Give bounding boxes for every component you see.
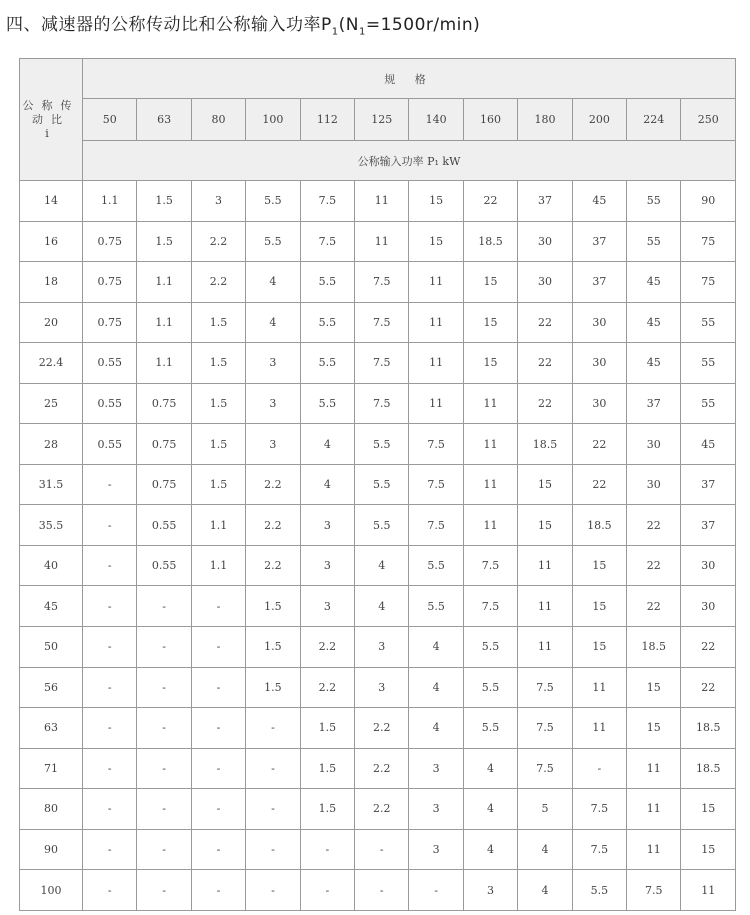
power-cell: - xyxy=(409,870,463,911)
table-row xyxy=(20,708,736,749)
power-cell: 5.5 xyxy=(300,262,354,303)
power-cell: 3 xyxy=(300,505,354,546)
power-cell: - xyxy=(83,829,137,870)
power-cell: 2.2 xyxy=(191,221,245,262)
power-cell: 45 xyxy=(681,424,736,465)
power-cell: 0.55 xyxy=(137,545,191,586)
power-cell: 4 xyxy=(246,302,300,343)
power-cell: 3 xyxy=(463,870,517,911)
power-cell: 3 xyxy=(246,383,300,424)
power-cell: 7.5 xyxy=(300,181,354,222)
power-cell: 22 xyxy=(572,424,626,465)
ratio-cell: 63 xyxy=(20,708,83,749)
power-cell: 15 xyxy=(681,829,736,870)
power-cell: 11 xyxy=(409,262,463,303)
power-cell: 11 xyxy=(409,343,463,384)
power-cell: - xyxy=(137,748,191,789)
power-cell: - xyxy=(137,789,191,830)
power-cell: - xyxy=(83,748,137,789)
ratio-cell: 100 xyxy=(20,870,83,911)
power-cell: 5.5 xyxy=(355,424,409,465)
power-cell: 7.5 xyxy=(409,464,463,505)
power-cell: 1.1 xyxy=(137,302,191,343)
power-cell: 7.5 xyxy=(355,383,409,424)
power-cell: 37 xyxy=(572,262,626,303)
power-cell: 4 xyxy=(300,464,354,505)
power-cell: - xyxy=(191,667,245,708)
power-cell: 30 xyxy=(681,545,736,586)
power-cell: 0.75 xyxy=(83,302,137,343)
power-cell: 5.5 xyxy=(409,545,463,586)
power-cell: 7.5 xyxy=(518,667,572,708)
power-cell: 1.5 xyxy=(300,708,354,749)
power-cell: 7.5 xyxy=(627,870,681,911)
power-cell: 2.2 xyxy=(300,627,354,668)
table-row xyxy=(20,262,736,303)
size-header-cell: 112 xyxy=(300,99,354,141)
power-cell: - xyxy=(191,708,245,749)
power-cell: - xyxy=(83,667,137,708)
power-cell: 2.2 xyxy=(246,505,300,546)
power-cell: 15 xyxy=(572,627,626,668)
power-cell: 5.5 xyxy=(300,302,354,343)
power-cell: 15 xyxy=(572,545,626,586)
ratio-header-line-1: 公称传 xyxy=(22,98,80,112)
power-cell: 11 xyxy=(518,586,572,627)
power-cell: 7.5 xyxy=(300,221,354,262)
power-cell: 7.5 xyxy=(463,586,517,627)
power-cell: 11 xyxy=(463,424,517,465)
power-cell: - xyxy=(83,586,137,627)
power-cell: 4 xyxy=(463,829,517,870)
power-cell: - xyxy=(246,789,300,830)
power-cell: 3 xyxy=(355,627,409,668)
ratio-cell: 28 xyxy=(20,424,83,465)
ratio-cell: 56 xyxy=(20,667,83,708)
ratio-header xyxy=(20,59,83,181)
power-cell: - xyxy=(246,870,300,911)
power-cell: 4 xyxy=(355,545,409,586)
size-header-cell: 50 xyxy=(83,99,137,141)
table-row xyxy=(20,343,736,384)
power-header: 公称输入功率 P₁ kW xyxy=(83,141,736,181)
title-subscript-p: 1 xyxy=(331,26,339,38)
power-cell: - xyxy=(191,748,245,789)
power-cell: 1.1 xyxy=(137,343,191,384)
power-cell: 37 xyxy=(518,181,572,222)
power-cell: 1.5 xyxy=(246,627,300,668)
power-cell: 4 xyxy=(409,708,463,749)
power-cell: 37 xyxy=(681,505,736,546)
power-cell: 55 xyxy=(681,383,736,424)
table-row xyxy=(20,667,736,708)
page-title xyxy=(6,10,480,37)
power-cell: 3 xyxy=(300,545,354,586)
power-cell: 3 xyxy=(409,829,463,870)
power-cell: 11 xyxy=(627,789,681,830)
table-row xyxy=(20,302,736,343)
gauge-header: 规 格 xyxy=(83,59,736,99)
power-cell: 5.5 xyxy=(463,708,517,749)
power-cell: - xyxy=(137,708,191,749)
power-cell: - xyxy=(137,667,191,708)
size-header-cell: 200 xyxy=(572,99,626,141)
ratio-cell: 14 xyxy=(20,181,83,222)
power-cell: 1.5 xyxy=(246,586,300,627)
power-cell: 1.5 xyxy=(137,221,191,262)
power-cell: 15 xyxy=(463,262,517,303)
power-cell: 4 xyxy=(409,667,463,708)
power-cell: - xyxy=(83,708,137,749)
power-cell: 3 xyxy=(300,586,354,627)
power-cell: 0.55 xyxy=(137,505,191,546)
power-cell: 37 xyxy=(681,464,736,505)
power-cell: - xyxy=(246,829,300,870)
ratio-cell: 16 xyxy=(20,221,83,262)
power-cell: 1.5 xyxy=(300,748,354,789)
table-row xyxy=(20,464,736,505)
power-cell: 15 xyxy=(627,708,681,749)
power-cell: 5 xyxy=(518,789,572,830)
size-header-row xyxy=(20,99,736,141)
ratio-cell: 22.4 xyxy=(20,343,83,384)
power-cell: 11 xyxy=(463,383,517,424)
power-cell: - xyxy=(191,586,245,627)
power-cell: 30 xyxy=(627,464,681,505)
power-cell: 11 xyxy=(409,383,463,424)
size-header-cell: 160 xyxy=(463,99,517,141)
power-cell: 30 xyxy=(681,586,736,627)
power-cell: 7.5 xyxy=(572,829,626,870)
power-cell: 22 xyxy=(681,667,736,708)
power-cell: 7.5 xyxy=(355,262,409,303)
power-cell: 55 xyxy=(627,181,681,222)
power-cell: 1.5 xyxy=(300,789,354,830)
power-cell: 75 xyxy=(681,262,736,303)
power-cell: 4 xyxy=(463,748,517,789)
title-middle: (N xyxy=(338,15,359,35)
ratio-cell: 25 xyxy=(20,383,83,424)
ratio-cell: 71 xyxy=(20,748,83,789)
power-cell: 0.55 xyxy=(83,343,137,384)
ratio-power-table xyxy=(19,58,736,911)
ratio-cell: 45 xyxy=(20,586,83,627)
power-cell: 3 xyxy=(409,789,463,830)
power-cell: 4 xyxy=(463,789,517,830)
power-cell: 5.5 xyxy=(300,343,354,384)
power-cell: - xyxy=(191,789,245,830)
power-cell: 22 xyxy=(572,464,626,505)
table-row xyxy=(20,870,736,911)
power-cell: 37 xyxy=(572,221,626,262)
power-cell: 2.2 xyxy=(355,789,409,830)
power-cell: 55 xyxy=(681,343,736,384)
power-cell: 2.2 xyxy=(355,748,409,789)
power-cell: 5.5 xyxy=(246,181,300,222)
power-cell: - xyxy=(246,708,300,749)
power-cell: 22 xyxy=(627,586,681,627)
power-cell: 4 xyxy=(246,262,300,303)
power-cell: 2.2 xyxy=(246,464,300,505)
power-cell: 7.5 xyxy=(355,343,409,384)
power-cell: 22 xyxy=(627,505,681,546)
power-cell: 18.5 xyxy=(518,424,572,465)
power-cell: 0.75 xyxy=(83,262,137,303)
power-cell: - xyxy=(83,789,137,830)
ratio-cell: 40 xyxy=(20,545,83,586)
power-cell: 30 xyxy=(518,221,572,262)
power-cell: - xyxy=(137,627,191,668)
power-cell: 5.5 xyxy=(463,667,517,708)
power-cell: 7.5 xyxy=(409,424,463,465)
power-cell: 11 xyxy=(627,748,681,789)
power-cell: 30 xyxy=(572,343,626,384)
power-cell: 22 xyxy=(627,545,681,586)
size-header-cell: 80 xyxy=(191,99,245,141)
power-cell: 90 xyxy=(681,181,736,222)
power-cell: 55 xyxy=(681,302,736,343)
power-cell: 7.5 xyxy=(355,302,409,343)
power-cell: 45 xyxy=(627,343,681,384)
power-cell: 11 xyxy=(681,870,736,911)
power-cell: 18.5 xyxy=(463,221,517,262)
ratio-cell: 80 xyxy=(20,789,83,830)
ratio-cell: 31.5 xyxy=(20,464,83,505)
power-cell: 1.5 xyxy=(191,343,245,384)
power-cell: - xyxy=(137,829,191,870)
power-cell: 4 xyxy=(518,829,572,870)
power-cell: 7.5 xyxy=(572,789,626,830)
power-cell: 11 xyxy=(409,302,463,343)
power-cell: 7.5 xyxy=(518,708,572,749)
table-row xyxy=(20,221,736,262)
power-cell: - xyxy=(191,627,245,668)
power-cell: 1.1 xyxy=(191,545,245,586)
power-cell: 37 xyxy=(627,383,681,424)
power-cell: 5.5 xyxy=(572,870,626,911)
power-cell: 75 xyxy=(681,221,736,262)
power-cell: 11 xyxy=(518,545,572,586)
power-cell: 2.2 xyxy=(246,545,300,586)
power-cell: 1.1 xyxy=(137,262,191,303)
power-cell: 4 xyxy=(518,870,572,911)
ratio-cell: 20 xyxy=(20,302,83,343)
power-cell: - xyxy=(246,748,300,789)
ratio-cell: 18 xyxy=(20,262,83,303)
ratio-header-line-3: i xyxy=(45,126,57,140)
table-row xyxy=(20,424,736,465)
power-cell: 15 xyxy=(463,302,517,343)
power-cell: 7.5 xyxy=(463,545,517,586)
power-cell: 0.75 xyxy=(83,221,137,262)
power-cell: 45 xyxy=(627,302,681,343)
power-cell: 7.5 xyxy=(409,505,463,546)
table-row xyxy=(20,829,736,870)
size-header-cell: 125 xyxy=(355,99,409,141)
power-cell: 30 xyxy=(518,262,572,303)
power-cell: 1.1 xyxy=(83,181,137,222)
power-cell: - xyxy=(137,586,191,627)
power-cell: 15 xyxy=(409,181,463,222)
power-cell: 15 xyxy=(463,343,517,384)
power-cell: 5.5 xyxy=(246,221,300,262)
power-cell: - xyxy=(83,627,137,668)
power-cell: 1.1 xyxy=(191,505,245,546)
power-cell: 18.5 xyxy=(572,505,626,546)
title-suffix: =1500r/min) xyxy=(365,15,481,35)
power-cell: 1.5 xyxy=(191,424,245,465)
size-header-cell: 250 xyxy=(681,99,736,141)
power-cell: 0.75 xyxy=(137,424,191,465)
power-cell: 18.5 xyxy=(681,748,736,789)
power-cell: 2.2 xyxy=(300,667,354,708)
power-cell: 2.2 xyxy=(191,262,245,303)
ratio-cell: 35.5 xyxy=(20,505,83,546)
power-cell: 15 xyxy=(518,505,572,546)
size-header-cell: 63 xyxy=(137,99,191,141)
power-cell: - xyxy=(355,870,409,911)
power-cell: 55 xyxy=(627,221,681,262)
power-cell: 22 xyxy=(518,302,572,343)
power-cell: - xyxy=(83,870,137,911)
power-cell: 0.55 xyxy=(83,383,137,424)
power-cell: 5.5 xyxy=(300,383,354,424)
power-cell: 2.2 xyxy=(355,708,409,749)
power-cell: 11 xyxy=(463,464,517,505)
table-row xyxy=(20,181,736,222)
power-cell: 11 xyxy=(627,829,681,870)
power-cell: 15 xyxy=(627,667,681,708)
power-cell: 3 xyxy=(355,667,409,708)
power-cell: - xyxy=(191,829,245,870)
power-cell: 22 xyxy=(463,181,517,222)
power-cell: 1.5 xyxy=(191,464,245,505)
power-cell: - xyxy=(83,545,137,586)
table-row xyxy=(20,789,736,830)
table-row xyxy=(20,586,736,627)
power-cell: 3 xyxy=(191,181,245,222)
title-prefix: 四、减速器的公称传动比和公称输入功率P xyxy=(6,15,332,35)
power-cell: 30 xyxy=(572,302,626,343)
title-subscript-n: 1 xyxy=(359,26,366,38)
power-cell: 22 xyxy=(681,627,736,668)
power-cell: 45 xyxy=(572,181,626,222)
power-cell: 5.5 xyxy=(355,505,409,546)
table-row xyxy=(20,383,736,424)
power-cell: 5.5 xyxy=(463,627,517,668)
power-cell: 1.5 xyxy=(191,383,245,424)
ratio-header-line-2: 动比 xyxy=(32,112,70,126)
power-cell: 0.55 xyxy=(83,424,137,465)
power-cell: 3 xyxy=(246,424,300,465)
power-cell: - xyxy=(572,748,626,789)
power-cell: 7.5 xyxy=(518,748,572,789)
power-cell: 18.5 xyxy=(627,627,681,668)
table-body xyxy=(20,181,736,911)
power-cell: 3 xyxy=(246,343,300,384)
power-cell: - xyxy=(83,464,137,505)
power-cell: - xyxy=(191,870,245,911)
power-cell: 22 xyxy=(518,343,572,384)
size-header-cell: 224 xyxy=(627,99,681,141)
power-cell: 1.5 xyxy=(191,302,245,343)
power-cell: 11 xyxy=(572,667,626,708)
power-cell: 1.5 xyxy=(246,667,300,708)
power-cell: 5.5 xyxy=(409,586,463,627)
power-cell: 0.75 xyxy=(137,383,191,424)
power-cell: 15 xyxy=(518,464,572,505)
power-cell: 4 xyxy=(409,627,463,668)
ratio-cell: 90 xyxy=(20,829,83,870)
power-cell: - xyxy=(83,505,137,546)
power-cell: 0.75 xyxy=(137,464,191,505)
power-cell: 4 xyxy=(300,424,354,465)
power-cell: 11 xyxy=(463,505,517,546)
power-cell: 5.5 xyxy=(355,464,409,505)
power-cell: 1.5 xyxy=(137,181,191,222)
power-cell: 45 xyxy=(627,262,681,303)
table-row xyxy=(20,505,736,546)
table-row xyxy=(20,748,736,789)
power-cell: 4 xyxy=(355,586,409,627)
power-cell: 3 xyxy=(409,748,463,789)
table-row xyxy=(20,545,736,586)
power-cell: - xyxy=(300,870,354,911)
power-cell: 15 xyxy=(681,789,736,830)
power-cell: 11 xyxy=(572,708,626,749)
size-header-cell: 100 xyxy=(246,99,300,141)
power-cell: 11 xyxy=(518,627,572,668)
power-cell: - xyxy=(300,829,354,870)
power-cell: - xyxy=(137,870,191,911)
power-cell: 11 xyxy=(355,181,409,222)
power-cell: 15 xyxy=(572,586,626,627)
table-row xyxy=(20,627,736,668)
size-header-cell: 180 xyxy=(518,99,572,141)
size-header-cell: 140 xyxy=(409,99,463,141)
ratio-cell: 50 xyxy=(20,627,83,668)
power-cell: 22 xyxy=(518,383,572,424)
power-cell: 11 xyxy=(355,221,409,262)
power-cell: 15 xyxy=(409,221,463,262)
power-cell: - xyxy=(355,829,409,870)
power-cell: 18.5 xyxy=(681,708,736,749)
power-cell: 30 xyxy=(572,383,626,424)
power-cell: 30 xyxy=(627,424,681,465)
